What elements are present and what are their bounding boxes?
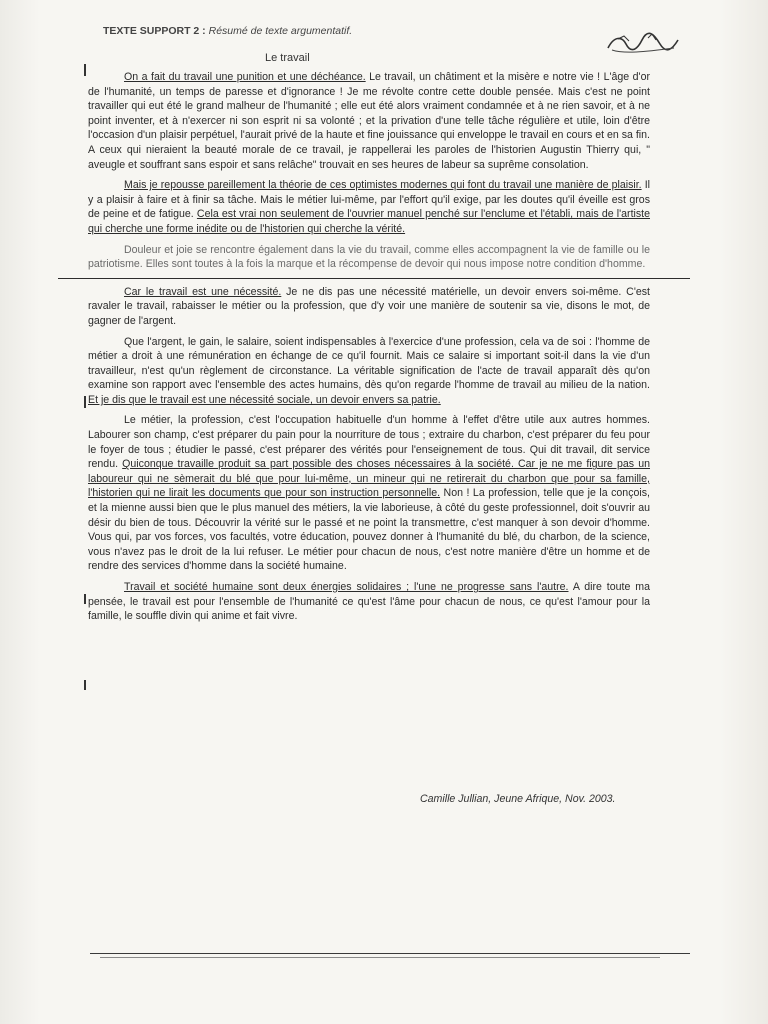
footer-divider [90,953,690,954]
underlined-text: Car le travail est une nécessité. [124,285,282,298]
paragraph [88,335,650,408]
margin-mark [84,594,86,604]
paragraph-text: Le métier, la profession, c'est l'occupation habituelle d'un homme à l'effet d'être utile aux autres hommes. Labourer son champ, c'est préparer du pain pour la nourriture de tous ; extraire du charbon, c'est préparer du feu pour le foyer de tous ; étudier le passé, c'est préparer des vérités pour l'enseignement de tous. Qui dit travail, dit service rendu. [88,414,650,471]
underlined-text: On a fait du travail une punition et une déchéance. [124,71,366,83]
section-divider [58,278,690,279]
header-subtitle: Résumé de texte argumentatif. [208,25,353,37]
paragraph [88,413,650,574]
paragraph [88,285,650,329]
footer-divider [100,957,660,958]
paragraph-text: Que l'argent, le gain, le salaire, soient indispensables à l'exercice d'une profession, cela va de soi : l'homme de métier a droit à une rémunération en échange de ce qu'il fournit. Mais ce salaire si important soit-il dans la vie d'un travailleur, n'est qu'un règlement de circonstance. La véritable signification de l'acte de travail apparaît dès qu'on examine son rapport avec l'ensemble des actes humains, dès qu'on regarde l'homme de travail au milieu de la nation. [88,335,650,392]
margin-mark [84,680,86,690]
header-label: TEXTE SUPPORT 2 : [103,25,206,37]
paragraph-text: A dire toute ma pensée, le travail est pour l'ensemble de l'humanité ce qu'est l'âme pour chacun de nous, ce qu'est l'amour pour la famille, le souffle divin qui anime et fait vivre. [88,581,650,623]
underlined-text: Travail et société humaine sont deux énergies solidaires ; l'une ne progresse sans l'autre. [124,581,569,593]
underlined-text: Et je dis que le travail est une nécessité sociale, un devoir envers sa patrie. [88,393,441,406]
paragraph-text: Je ne dis pas une nécessité matérielle, un devoir envers soi-même. C'est ravaler le travail, rabaisser le métier ou la profession, que d'y voir une manière de soutenir sa vie, disons le mot, de gagner de l'argent. [88,285,650,327]
paragraph [88,70,650,172]
paragraph [88,580,650,624]
document-body [88,70,650,630]
margin-mark [84,64,86,76]
paragraph-text: Non ! La profession, telle que je la conçois, et la mienne aussi bien que le plus manuel des métiers, la vie laborieuse, à côté du geste professionnel, doit s'ouvrir au désir du bien de tous. Découvrir la vérité sur le passé et ne point la transmettre, c'est manquer à son devoir d'homme. Vous qui, par vos forces, vos facultés, votre éducation, pouvez donner à l'humanité du blé, du charbon, de la science, vous n'avez pas le droit de la lui refuser. Le métier pour chacun de nous, c'est notre manière d'être un homme et de rendre des services d'homme dans la société humaine. [88,487,650,573]
document-header [103,25,352,37]
handwritten-logo [604,30,682,56]
paragraph-text: Il y a plaisir à faire et à finir sa tâche. Mais le métier lui-même, par l'effort qu'il exige, par les doutes qu'il éveille est gros de peine et de fatigue. [88,179,650,221]
paragraph-text: Elles sont toutes à la fois la marque et la récompense de devoir qui nous impose notre condition d'homme. [145,258,646,271]
margin-mark [84,396,86,408]
paragraph [88,178,650,236]
signature: Camille Jullian, Jeune Afrique, Nov. 2003. [420,793,616,805]
paragraph-text: Le travail, un châtiment et la misère e notre vie ! L'âge d'or de l'humanité, un temps de paresse et d'ignorance ! Je me révolte contre cette double pensée. Mais c'est ne point travailler qui eut été le grand malheur de l'humanité ; elle eut été alors vraiment condamnée et à ne rien savoir, et à ne point inventer, et à n'exercer ni son esprit ni sa volonté ; et la privation d'une telle tâche régulière et utile, loin d'être l'occasion d'un plaisir perpétuel, l'aurait privé de la haute et fine jouissance qui enveloppe le travail en cours et en sa fin. A ceux qui nieraient la beauté morale de ce travail, je rappellerai les paroles de l'historien Augustin Thierry qui, " aveugle et souffrant sans espoir et sans relâche" trouvait en ses heures de labeur sa suprême consolation. [88,71,650,171]
underlined-text: Quiconque travaille produit sa part possible des choses nécessaires à la société. Car je ne me figure pas un laboureur qui ne sèmerait du blé que pour lui-même, un mineur qui ne retirerait du charbon que pour sa famille, l'historien qui ne lirait les documents que pour son instruction personnelle. [88,458,650,500]
page-title: Le travail [265,52,310,64]
paragraph-text: Douleur et joie se rencontre également dans la vie du travail, comme elles accompagnent la vie de famille ou le patriotisme. [88,243,650,271]
paragraph [88,243,650,272]
underlined-text: Cela est vrai non seulement de l'ouvrier manuel penché sur l'enclume et l'établi, mais de l'artiste qui cherche une forme inédite ou de l'historien qui cherche la vérité. [88,208,650,235]
underlined-text: Mais je repousse pareillement la théorie de ces optimistes modernes qui font du travail une manière de plaisir. [124,179,642,192]
